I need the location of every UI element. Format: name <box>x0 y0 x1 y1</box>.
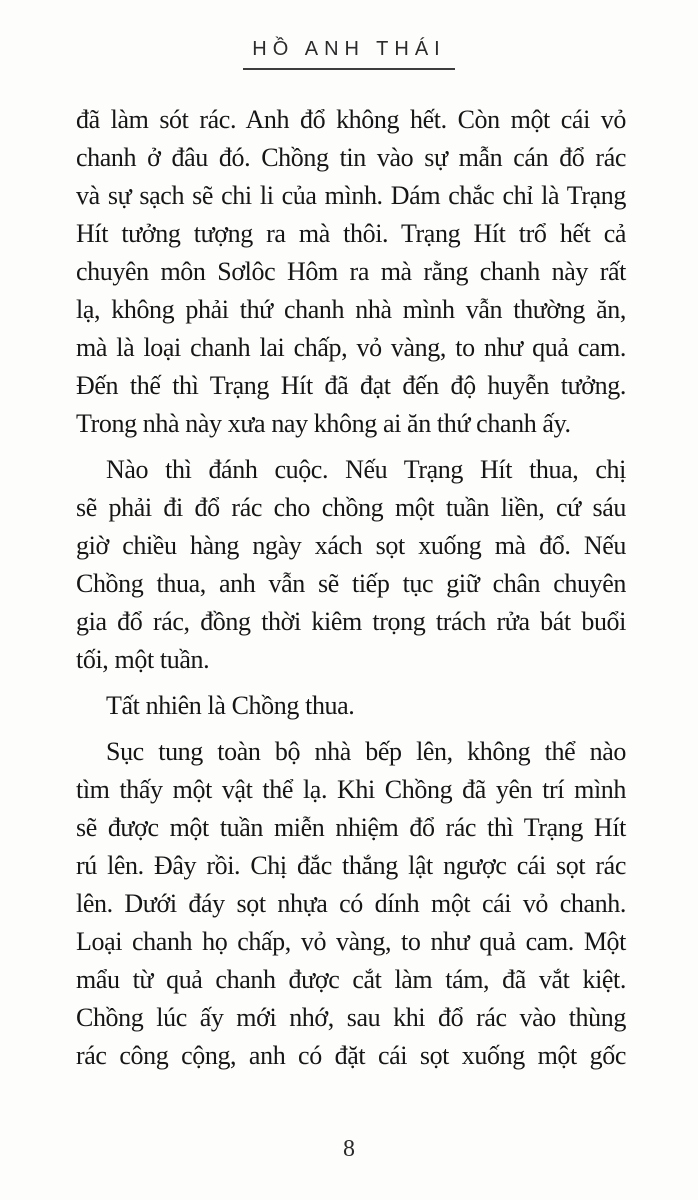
text-line: và sự sạch sẽ chi li của mình. Dám chắc chỉ là Trạng <box>76 181 626 210</box>
text-line: sẽ phải đi đổ rác cho chồng một tuần liền, cứ sáu <box>76 493 626 522</box>
paragraph <box>76 687 626 725</box>
body-text <box>76 101 626 1075</box>
text-line: chuyên môn Sơlôc Hôm ra mà rằng chanh này rất <box>76 257 626 286</box>
text-line: mà là loại chanh lai chấp, vỏ vàng, to như quả cam. <box>76 333 626 362</box>
header-rule <box>243 68 455 70</box>
text-line: Nào thì đánh cuộc. Nếu Trạng Hít thua, chị <box>106 455 626 484</box>
text-line: đã làm sót rác. Anh đổ không hết. Còn một cái vỏ <box>76 105 626 134</box>
paragraph <box>76 451 626 679</box>
text-line: Đến thế thì Trạng Hít đã đạt đến độ huyễn tưởng. <box>76 371 626 400</box>
paragraph <box>76 733 626 1075</box>
text-line: tìm thấy một vật thể lạ. Khi Chồng đã yên trí mình <box>76 775 626 804</box>
text-line: Trong nhà này xưa nay không ai ăn thứ chanh ấy. <box>76 409 571 438</box>
author-name: HỒ ANH THÁI <box>252 38 446 60</box>
paragraph <box>76 101 626 443</box>
text-line: lạ, không phải thứ chanh nhà mình vẫn thường ăn, <box>76 295 626 324</box>
text-line: Hít tưởng tượng ra mà thôi. Trạng Hít trổ hết cả <box>76 219 626 248</box>
text-line: Loại chanh họ chấp, vỏ vàng, to như quả cam. Một <box>76 927 626 956</box>
text-line: sẽ được một tuần miễn nhiệm đổ rác thì Trạng Hít <box>76 813 626 842</box>
text-line: mẩu từ quả chanh được cắt làm tám, đã vắt kiệt. <box>76 965 626 994</box>
text-line: rú lên. Đây rồi. Chị đắc thắng lật ngược cái sọt rác <box>76 851 626 880</box>
text-line: gia đổ rác, đồng thời kiêm trọng trách rửa bát buổi <box>76 607 626 636</box>
text-line: chanh ở đâu đó. Chồng tin vào sự mẫn cán đổ rác <box>76 143 626 172</box>
page-header <box>0 0 698 70</box>
page-number: 8 <box>343 1136 355 1162</box>
text-line: Chồng lúc ấy mới nhớ, sau khi đổ rác vào thùng <box>76 1003 626 1032</box>
text-line: Chồng thua, anh vẫn sẽ tiếp tục giữ chân chuyên <box>76 569 626 598</box>
text-line: rác công cộng, anh có đặt cái sọt xuống một gốc <box>76 1041 626 1070</box>
text-line: tối, một tuần. <box>76 645 210 674</box>
text-line: lên. Dưới đáy sọt nhựa có dính một cái vỏ chanh. <box>76 889 626 918</box>
text-line: Tất nhiên là Chồng thua. <box>106 691 355 720</box>
text-line: Sục tung toàn bộ nhà bếp lên, không thể nào <box>106 737 626 766</box>
text-line: giờ chiều hàng ngày xách sọt xuống mà đổ. Nếu <box>76 531 626 560</box>
